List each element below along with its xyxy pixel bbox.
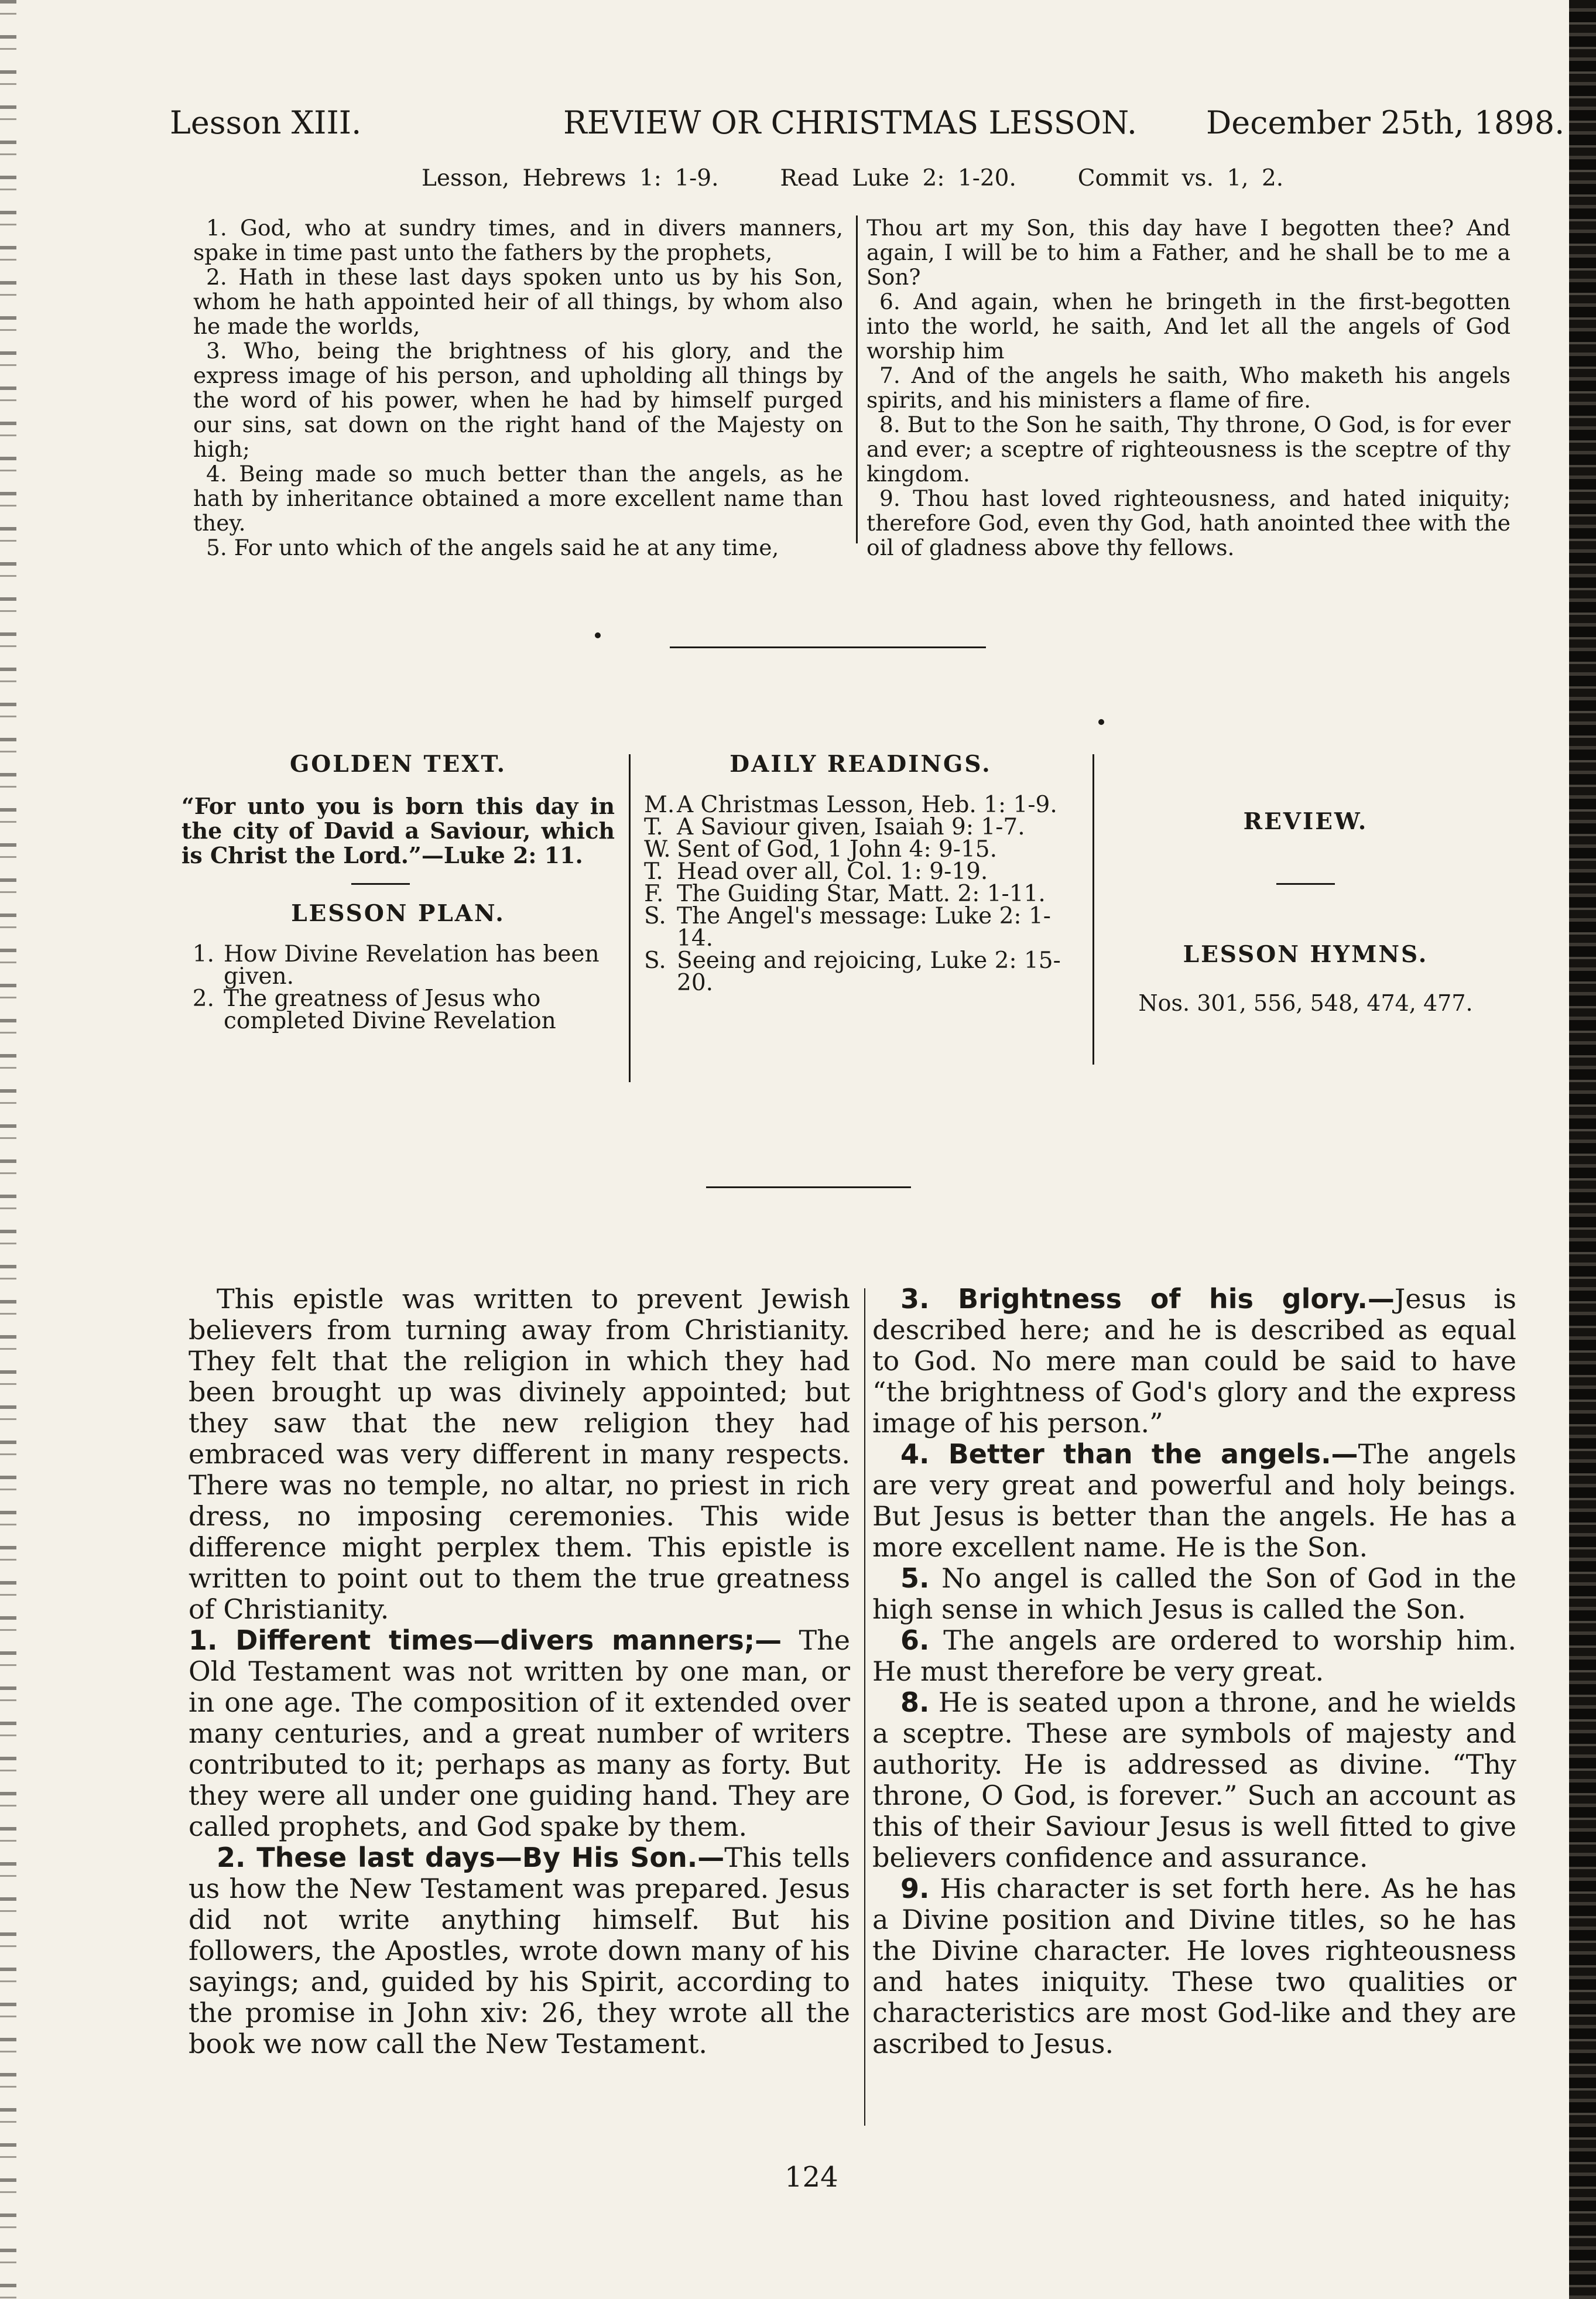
daily-readings-list [644, 794, 1077, 994]
page-header [170, 104, 1565, 151]
lesson-plan-heading: LESSON PLAN. [291, 900, 505, 927]
review-block [1107, 808, 1505, 1016]
commentary-right-column [872, 1284, 1516, 2059]
verse: 7. And of the angels he saith, Who maketh his angels spirits, and his ministers a flame of fire. [867, 362, 1511, 413]
verse: 5. For unto which of the angels said he at any time, [206, 535, 779, 560]
commentary-divider [864, 1288, 865, 2126]
verse: 8. But to the Son he saith, Thy throne, O God, is for ever and ever; a sceptre of righteousness is the sceptre of thy kingdom. [867, 412, 1511, 487]
short-rule [1276, 883, 1335, 885]
verse: 2. Hath in these last days spoken unto us by his Son, whom he hath appointed heir of all things, by whom also he made the worlds, [193, 264, 843, 339]
print-speck [595, 632, 601, 638]
daily-readings-heading: DAILY READINGS. [729, 751, 992, 778]
paragraph: 5. No angel is called the Son of God in the high sense in which Jesus is called the Son. [872, 1562, 1516, 1625]
hymn-numbers: Nos. 301, 556, 548, 474, 477. [1138, 990, 1473, 1016]
paragraph: 2. These last days—By His Son.—This tells us how the New Testament was prepared. Jesus did not write anything himself. But his followers, the Apostles, wrote down many of his sayings; and, guided by his Spirit, according to the promise in John xiv: 26, they wrote all the book we now call the New Testament. [189, 1842, 850, 2059]
list-item: F. The Guiding Star, Matt. 2: 1-11. [644, 881, 1046, 907]
column-divider [629, 754, 631, 1082]
scripture-references [422, 165, 1283, 191]
scan-edge-right [1569, 0, 1596, 2299]
list-item: T. A Saviour given, Isaiah 9: 1-7. [644, 814, 1025, 840]
verse: 9. Thou hast loved righteousness, and hated iniquity; therefore God, even thy God, hath anointed thee with the oil of gladness above thy fellows. [867, 485, 1511, 560]
list-item: 2. The greatness of Jesus who completed Divine Revelation [192, 986, 556, 1034]
golden-text-block [181, 751, 615, 1032]
list-item: T. Head over all, Col. 1: 9-19. [644, 858, 988, 885]
paragraph: 9. His character is set forth here. As he has a Divine position and Divine titles, so he has the Divine character. He loves righteousness and hates iniquity. These two qualities or characteristics are most God-like and they are ascribed to Jesus. [872, 1873, 1516, 2059]
verse: 1. God, who at sundry times, and in divers manners, spake in time past unto the fathers by the prophets, [193, 215, 843, 265]
lesson-plan-list [181, 943, 615, 1032]
page-number: 124 [785, 2161, 838, 2194]
list-item: M. A Christmas Lesson, Heb. 1: 1-9. [644, 792, 1057, 818]
golden-text-heading: GOLDEN TEXT. [289, 751, 507, 778]
section-divider [706, 1186, 911, 1188]
paragraph: 1. Different times—divers manners;— The Old Testament was not written by one man, or in one age. The composition of it extended over many centuries, and a great number of writers contributed to it; perhaps as many as forty. But they were all under one guiding hand. They are called prophets, and God spake by them. [189, 1624, 850, 1842]
golden-text: “For unto you is born this day in the city of David a Saviour, which is Christ the Lord.”—Luke 2: 11. [181, 793, 615, 868]
read-ref: Read Luke 2: 1-20. [780, 165, 1016, 191]
section-heading: 3. Brightness of his glory.— [900, 1283, 1395, 1315]
column-divider [1092, 754, 1094, 1065]
scripture-divider [856, 215, 858, 543]
scripture-right-column [867, 215, 1511, 560]
verse: Thou art my Son, this day have I begotten thee? And again, I will be to him a Father, and he shall be to me a Son? [867, 215, 1511, 290]
scan-edge-left [0, 0, 16, 2299]
section-heading: 1. Different times—divers manners;— [189, 1624, 782, 1656]
daily-readings-block [644, 751, 1077, 994]
review-heading: REVIEW. [1243, 808, 1368, 835]
section-heading: 2. These last days—By His Son.— [217, 1842, 725, 1873]
lesson-title: REVIEW OR CHRISTMAS LESSON. [563, 104, 1137, 141]
lesson-hymns-heading: LESSON HYMNS. [1183, 941, 1429, 968]
verse: 6. And again, when he bringeth in the first-begotten into the world, he saith, And let all the angels of God worship him [867, 289, 1511, 364]
list-item: S. The Angel's message: Luke 2: 1-14. [644, 903, 1051, 952]
paragraph: 3. Brightness of his glory.—Jesus is described here; and he is described as equal to God. No mere man could be said to have “the brightness of God's glory and the express image of his person.” [872, 1283, 1516, 1439]
verse: 4. Being made so much better than the angels, as he hath by inheritance obtained a more excellent name than they. [193, 461, 843, 536]
verse: 3. Who, being the brightness of his glory, and the express image of his person, and upholding all things by the word of his power, when he had by himself purged our sins, sat down on the right hand of the Majesty on high; [193, 338, 843, 462]
short-rule [351, 883, 410, 885]
lesson-date: December 25th, 1898. [1206, 104, 1565, 141]
commit-ref: Commit vs. 1, 2. [1077, 165, 1284, 191]
list-item: 1. How Divine Revelation has been given. [192, 941, 600, 990]
lesson-number: Lesson XIII. [170, 104, 362, 141]
section-heading: 4. Better than the angels.— [900, 1438, 1358, 1470]
paragraph: This epistle was written to prevent Jewish believers from turning away from Christianity. They felt that the religion in which they had been brought up was divinely appointed; but they saw that the new religion they had embraced was very different in many respects. There was no temple, no altar, no priest in rich dress, no imposing ceremonies. This wide difference might perplex them. This epistle is written to point out to them the true greatness of Christianity. [189, 1283, 850, 1625]
commentary-left-column [189, 1284, 850, 2059]
paragraph: 4. Better than the angels.—The angels are very great and powerful and holy beings. But Jesus is better than the angels. He has a more excellent name. He is the Son. [872, 1438, 1516, 1563]
section-divider [670, 646, 986, 648]
lesson-ref: Lesson, Hebrews 1: 1-9. [422, 165, 719, 191]
print-speck [1098, 719, 1104, 725]
scripture-left-column [193, 215, 843, 560]
paragraph: 6. The angels are ordered to worship him. He must therefore be very great. [872, 1624, 1517, 1687]
list-item: W. Sent of God, 1 John 4: 9-15. [644, 836, 998, 863]
list-item: S. Seeing and rejoicing, Luke 2: 15-20. [644, 947, 1061, 996]
paragraph: 8. He is seated upon a throne, and he wields a sceptre. These are symbols of majesty and authority. He is addressed as divine. “Thy throne, O God, is forever.” Such an account as this of their Saviour Jesus is well fitted to give believers confidence and assurance. [872, 1686, 1516, 1873]
